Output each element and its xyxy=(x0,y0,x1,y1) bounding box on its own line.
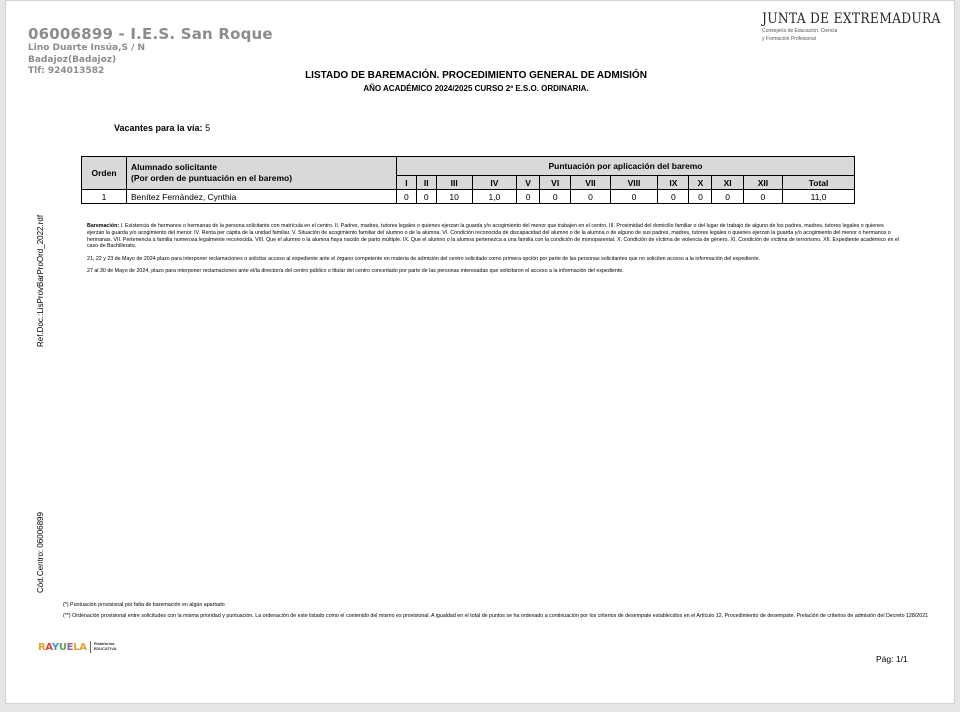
header-criterion: XI xyxy=(712,176,743,190)
side-cod-centro: Cód.Centro: 06006899 xyxy=(36,512,45,593)
document-subtitle: AÑO ACADÉMICO 2024/2025 CURSO 2º E.S.O. ORDINARIA. xyxy=(363,84,589,93)
header-criterion: VIII xyxy=(610,176,658,190)
vacantes-value: 5 xyxy=(205,123,211,133)
cell-score: 1,0 xyxy=(472,190,516,204)
cell-score: 0 xyxy=(610,190,658,204)
cell-score: 0 xyxy=(416,190,436,204)
document-page xyxy=(5,0,955,704)
baremacion-note xyxy=(87,223,901,250)
cell-score: 0 xyxy=(658,190,689,204)
logo-plat-line1: Plataforma xyxy=(93,641,115,647)
baremacion-table xyxy=(81,156,855,204)
header-criterion: X xyxy=(689,176,712,190)
junta-sub2: y Formación Profesional xyxy=(762,35,816,42)
junta-logo xyxy=(762,11,941,42)
header-criterion: II xyxy=(416,176,436,190)
cell-score: 10 xyxy=(436,190,472,204)
header-orden: Orden xyxy=(82,157,127,190)
school-name: 06006899 - I.E.S. San Roque xyxy=(28,25,273,43)
side-ref-doc: Ref.Doc.:LisProvBarProOrd_2022.rdf xyxy=(36,214,45,347)
header-criterion: V xyxy=(517,176,540,190)
header-puntuacion: Puntuación por aplicación del baremo xyxy=(397,157,855,176)
header-alumnado xyxy=(127,157,397,190)
header-criterion: VII xyxy=(571,176,610,190)
cell-score: 0 xyxy=(571,190,610,204)
table-row xyxy=(82,190,855,204)
logo-plataforma xyxy=(94,642,117,652)
vacantes-label: Vacantes para la vía: xyxy=(114,123,203,133)
cell-score: 0 xyxy=(517,190,540,204)
header-criterion: I xyxy=(397,176,417,190)
header-alumnado-2: (Por orden de puntuación en el baremo) xyxy=(131,173,293,183)
notes xyxy=(87,223,901,280)
school-city: Badajoz(Badajoz) xyxy=(28,54,117,65)
baremacion-label: Baremación: xyxy=(87,223,120,229)
header-criterion: VI xyxy=(540,176,571,190)
cell-orden: 1 xyxy=(82,190,127,204)
vacantes xyxy=(114,123,210,133)
rayuela-wordmark: RAYUELA xyxy=(38,641,87,653)
logo-divider xyxy=(90,641,91,653)
school-address: Lino Duarte Insúa,S / N xyxy=(28,43,146,53)
cell-total: 11,0 xyxy=(783,190,855,204)
junta-sub1: Consejería de Educación, Ciencia xyxy=(762,28,838,34)
cell-nombre: Benítez Fernández, Cynthia xyxy=(127,190,397,204)
footnote-1: (*) Puntuación provisional por falta de baremación en algún apartado xyxy=(63,602,225,608)
cell-score: 0 xyxy=(743,190,782,204)
cell-score: 0 xyxy=(540,190,571,204)
junta-title: JUNTA DE EXTREMADURA xyxy=(762,11,941,27)
plazo-reclamaciones-2: 27 al 30 de Mayo de 2024, plazo para interponer reclamaciones ante el/la director/a del centro público o titular del centro concertado por parte de las personas interesadas que solicitaron el acceso a la información del expediente. xyxy=(87,267,624,274)
header-total: Total xyxy=(783,176,855,190)
page-number: Pág: 1/1 xyxy=(876,654,908,664)
plazo-reclamaciones-1: 21, 22 y 23 de Mayo de 2024 plazo para interponer reclamaciones o solicitar acceso al expediente ante el órgano competente en materia de admisión del centro solicitado como primera opción por parte de las personas solicitantes que no soliciten acceso a la información del expediente. xyxy=(87,255,761,262)
header-criterion: IV xyxy=(472,176,516,190)
cell-score: 0 xyxy=(712,190,743,204)
cell-score: 0 xyxy=(397,190,417,204)
baremacion-text: I. Existencia de hermanos o hermanas de la persona solicitante con matrícula en el centro. II. Padres, madres, tutores legales o quienes ejerzan la guarda y/o acogimiento del menor que trabajen en el centro. III. Proximidad del domicilio familiar o del lugar de trabajo de alguno de los padres, madres, tutores legales o quienes ejerzan la guarda y/o acogimiento del menor. IV. Renta per cápita de la unidad familiar. V. Situación de acogimiento familiar del alumno o de la alumna. VI. Condición reconocida de discapacidad del alumno o de la alumna o de alguno de sus padres, madres, tutores legales o quienes ejerzan la guarda y/o acogimiento del menor o hermanos o hermanas. VII. Pertenencia a familia numerosa legalmente reconocida. VIII. Que el alumno o la alumna haya nacido de parto múltiple. IX. Que el alumno o la alumna pertenezca a una familia con la condición de monoparental. X. Condición de víctima de violencia de género. XI. Condición de víctima de terrorismo. XII. Expediente académico en el caso de Bachillerato. xyxy=(87,223,900,250)
rayuela-logo xyxy=(38,641,116,653)
document-title: LISTADO DE BAREMACIÓN. PROCEDIMIENTO GENERAL DE ADMISIÓN xyxy=(305,70,647,81)
footnote-2: (**) Ordenación provisional entre solicitudes con la misma prioridad y puntuación. La ordenación de este listado como el contenido del mismo es provisional. A igualdad en el total de puntos se ha ordenado a continuación por los criterios de desempate establecidos en el Artículo 12. Procedimiento de desempate. Prelación de criterios de admisión del Decreto 128/2021 xyxy=(63,613,929,619)
header-criterion: IX xyxy=(658,176,689,190)
logo-plat-line2: EDUCATIVA xyxy=(93,646,117,651)
header-criterion: XII xyxy=(743,176,782,190)
header-criterion: III xyxy=(436,176,472,190)
header-alumnado-1: Alumnado solicitante xyxy=(131,162,217,172)
cell-score: 0 xyxy=(689,190,712,204)
school-phone: Tlf: 924013582 xyxy=(28,66,105,76)
